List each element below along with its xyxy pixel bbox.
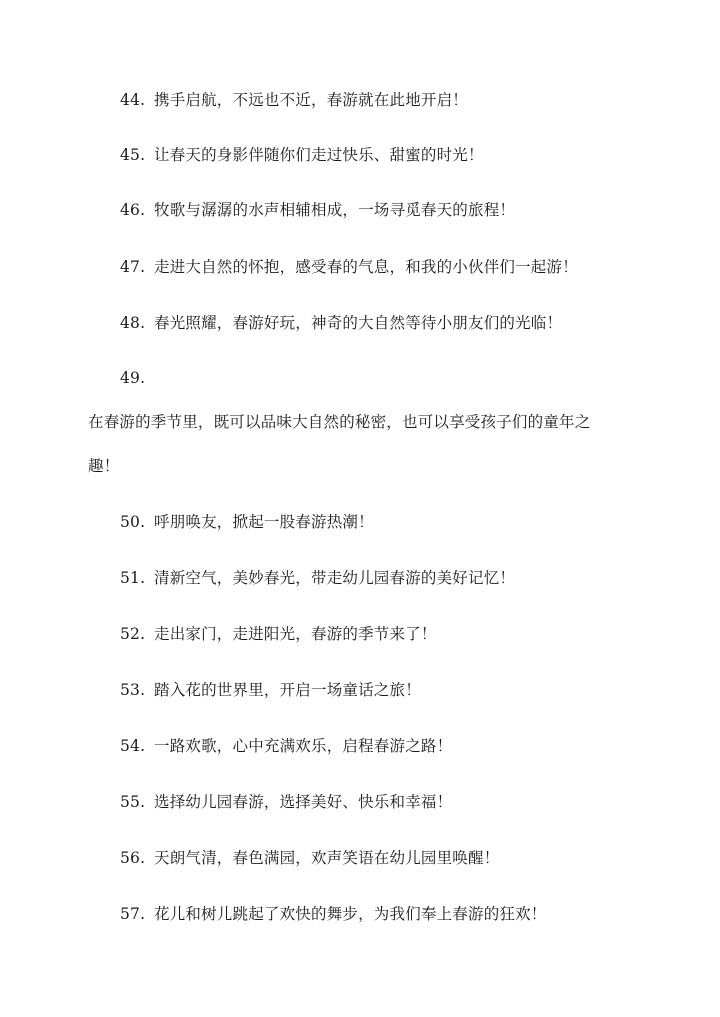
item-text: 走出家门，走进阳光，春游的季节来了！ <box>154 625 437 643</box>
item-number: 55. <box>120 793 146 811</box>
item-49-text-line-2: 趣！ <box>88 457 120 475</box>
item-text: 牧歌与潺潺的水声相辅相成，一场寻觅春天的旅程！ <box>154 201 516 219</box>
list-item-51 <box>120 568 515 588</box>
list-item-44 <box>120 90 468 110</box>
item-text: 选择幼儿园春游，选择美好、快乐和幸福！ <box>154 793 453 811</box>
item-number: 52. <box>120 625 146 643</box>
item-text: 携手启航，不远也不近，春游就在此地开启！ <box>154 91 469 109</box>
item-number: 56. <box>120 849 146 867</box>
item-text: 春光照耀，春游好玩，神奇的大自然等待小朋友们的光临！ <box>154 314 563 332</box>
item-text: 天朗气清，春色满园，欢声笑语在幼儿园里唤醒！ <box>154 849 500 867</box>
item-49-text-line-1: 在春游的季节里，既可以品味大自然的秘密，也可以享受孩子们的童年之 <box>88 413 591 431</box>
list-item-50 <box>120 512 374 532</box>
list-item-46 <box>120 200 515 220</box>
item-number: 53. <box>120 681 146 699</box>
item-text: 踏入花的世界里，开启一场童话之旅！ <box>154 681 421 699</box>
item-text: 一路欢歌，心中充满欢乐，启程春游之路！ <box>154 737 453 755</box>
list-item-45 <box>120 145 484 165</box>
item-number: 44. <box>120 91 146 109</box>
list-item-48 <box>120 313 562 333</box>
item-text: 让春天的身影伴随你们走过快乐、甜蜜的时光！ <box>154 146 484 164</box>
item-text: 走进大自然的怀抱，感受春的气息，和我的小伙伴们一起游！ <box>154 258 578 276</box>
list-item-52 <box>120 624 437 644</box>
item-number: 50. <box>120 513 146 531</box>
list-item-54 <box>120 736 452 756</box>
item-number: 48. <box>120 314 146 332</box>
item-number: 49. <box>120 369 146 387</box>
item-number: 57. <box>120 905 146 923</box>
list-item-56 <box>120 848 499 868</box>
item-number: 54. <box>120 737 146 755</box>
item-text: 呼朋唤友，掀起一股春游热潮！ <box>154 513 374 531</box>
item-number: 46. <box>120 201 146 219</box>
list-item-55 <box>120 792 452 812</box>
list-item-47 <box>120 257 578 277</box>
item-text: 花儿和树儿跳起了欢快的舞步，为我们奉上春游的狂欢！ <box>154 905 547 923</box>
item-number: 47. <box>120 258 146 276</box>
list-item-49 <box>120 368 154 388</box>
item-text: 清新空气，美妙春光，带走幼儿园春游的美好记忆！ <box>154 569 516 587</box>
item-number: 45. <box>120 146 146 164</box>
item-number: 51. <box>120 569 146 587</box>
list-item-57 <box>120 904 547 924</box>
list-item-53 <box>120 680 421 700</box>
